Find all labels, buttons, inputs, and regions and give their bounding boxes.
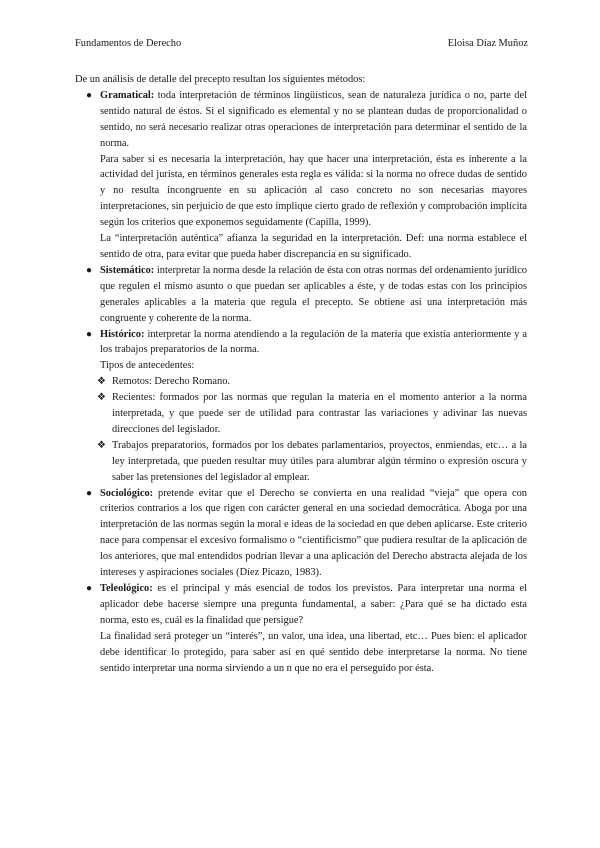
diamond-bullet-icon: ❖ [97, 439, 106, 451]
bullet-icon: ● [86, 487, 93, 499]
method-historico [75, 327, 527, 375]
method-paragraph [100, 486, 527, 581]
method-term: Teleológico: [100, 583, 153, 594]
method-text: interpretar la norma desde la relación de ésta con otras normas del ordenamiento jurídico que regulen el mismo asunto o que puedan ser aplicables a éste, y de todas estas con los principios generales aplicables a la materia que regula el precepto. Se obtiene así una interpretación más congruente y coherente de la norma. [100, 264, 527, 324]
diamond-bullet-icon: ❖ [97, 376, 106, 388]
method-teleologico [75, 581, 527, 676]
method-text: es el principal y más esencial de todos los previstos. Para interpretar una norma el aplicador debe hacerse siempre una pregunta fundamental, a saber: ¿Para qué se ha dictado esta norma, esto es, cuál es la finalidad que persigue? [100, 583, 527, 626]
method-paragraph [100, 88, 527, 152]
intro-paragraph: De un análisis de detalle del precepto resultan los siguientes métodos: [75, 74, 366, 85]
list-item [75, 438, 527, 486]
method-paragraph [100, 581, 527, 629]
method-text: toda interpretación de términos lingüísticos, sean de naturaleza jurídica o no, parte del sentido natural de éstos. Si el significado es elemental y no se plantean dudas de proporcionalidad o sentido, no será necesario realizar otras operaciones de interpretación para determinar el sentido de la norma. [100, 89, 527, 149]
list-item [75, 374, 527, 390]
method-paragraph: La finalidad será proteger un “interés”, un valor, una idea, una libertad, etc… Pues bien: el aplicador debe identificar lo protegido, para saber así en qué sentido debe interpretarse la norma. No tiene sentido interpretar una norma sirviendo a un n que no era el perseguido por ésta. [100, 630, 527, 674]
list-item-text: Recientes: formados por las normas que regulan la materia en el momento anterior a la norma interpretada, y que puede ser de utilidad para contrastar las variaciones y adivinar las nuevas direcciones del legislador. [112, 392, 527, 435]
types-label: Tipos de antecedentes: [100, 360, 195, 372]
method-paragraph: La “interpretación auténtica” afianza la seguridad en la interpretación. Def: una norma establece el sentido de otra, para evitar que pueda haber discrepancia en su significado. [100, 233, 527, 260]
method-term: Sistemático: [100, 264, 155, 276]
method-paragraph [100, 263, 527, 327]
antecedents-list [75, 374, 527, 485]
method-sociologico [75, 486, 527, 581]
list-item-text: Remotos: Derecho Romano. [112, 376, 231, 388]
bullet-icon: ● [86, 583, 93, 594]
diamond-bullet-icon: ❖ [97, 392, 106, 404]
header-author: Eloisa Díaz Muñoz [447, 38, 528, 49]
list-item-text: Trabajos preparatorios, formados por los debates parlamentarios, proyectos, enmiendas, etc… a la ley interpretada, que pueden resultar muy útiles para alumbrar algún término o expresión oscura y saber las pretensiones del legislador al emplear. [112, 439, 527, 483]
bullet-icon: ● [86, 89, 93, 101]
method-term: Gramatical: [100, 89, 155, 101]
method-term: Sociológico: [100, 487, 154, 499]
bullet-icon: ● [86, 328, 93, 340]
page-header [75, 37, 528, 50]
method-paragraph: Para saber si es necesaria la interpretación, hay que hacer una interpretación, ésta es inherente a la actividad del jurista, en términos generales esta regla es válida: si la norma no ofrece dudas de sentido y no resulta incongruente en su aplicación al caso concreto no son necesarias mayores interpretaciones, sin perjuicio de que esto implique cierto grado de reflexión y comprobación implícita según los criterios que exponemos seguidamente (Capilla, 1999). [100, 153, 527, 229]
header-course-title: Fundamentos de Derecho [75, 38, 182, 49]
document-body [75, 72, 527, 676]
method-term: Histórico: [100, 328, 145, 340]
method-paragraph [100, 327, 527, 359]
method-text: pretende evitar que el Derecho se convierta en una realidad “vieja” que opera con criterios contrarios a los que rigen con carácter general en una sociedad democrática. Aboga por una interpretación de las normas según la moral e ideas de la sociedad en que deben aplicarse. Este criterio nace para compensar el excesivo formalismo o “cientificismo” que pudiera resultar de la aplicación de los anteriores, que mal entendidos podrían llevar a una aplicación del Derecho abstracta alejada de los intereses y aspiraciones sociales (Díez Picazo, 1983). [100, 487, 527, 579]
method-sistematico [75, 263, 527, 327]
list-item [75, 390, 527, 438]
method-text: interpretar la norma atendiendo a la regulación de la materia que existía anteriormente y a los trabajos preparatorios de la norma. [100, 328, 527, 356]
bullet-icon: ● [86, 264, 93, 276]
method-gramatical [75, 88, 527, 263]
